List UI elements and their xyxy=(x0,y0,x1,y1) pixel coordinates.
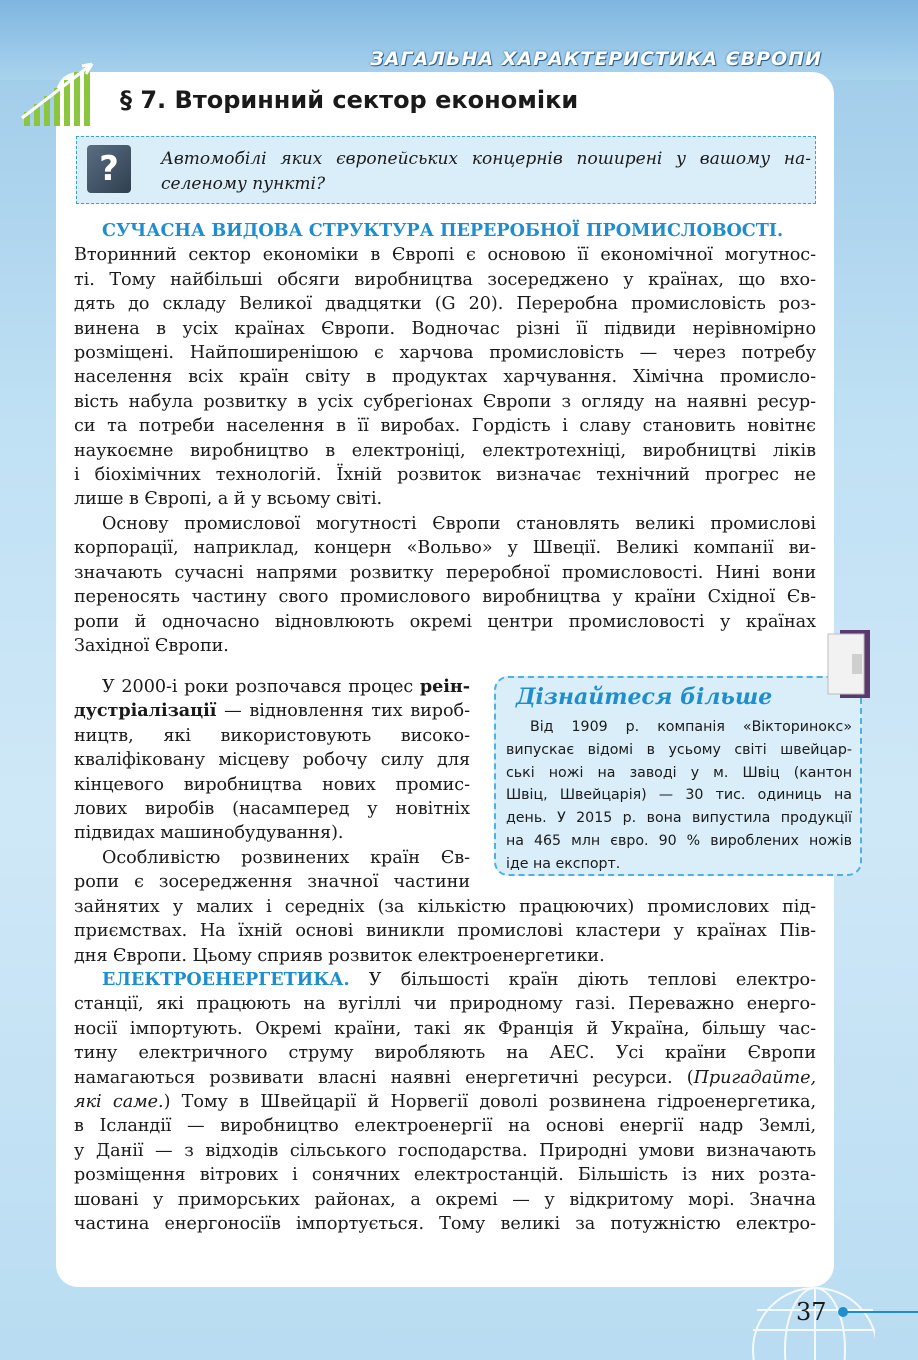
section-1-end-text: зайнятих у малих і середніх (за кількістю працюючих) промислових під- приємствах. На їхній основі виникли промислові кластери у країнах Пів- дня Європи. Цьому сприяв розвиток електроенергетики. xyxy=(74,897,816,966)
page-title: § 7. Вторинний сектор економіки xyxy=(120,86,579,114)
notebook-tab-icon xyxy=(822,630,872,698)
page-number-rule xyxy=(842,1311,918,1313)
page-number-dot xyxy=(838,1307,848,1317)
learn-more-text: Від 1909 р. компанія «Вікторинокс» випускає відомі в усьому світі швейцар- ські ножі на заводі у м. Швіц (кантон Швіц, Швейцарія) — 30 тис. одиниць на день. У 2015 р. вона випустила продукції на 465 млн євро. 90 % вироблених ножів іде на експорт. xyxy=(506,719,852,872)
section-1-text: СУЧАСНА ВИДОВА СТРУКТУРА ПЕРЕРОБНОЇ ПРОМИСЛОВОСТІ. Вторинний сектор економіки в Європі є основою її економічної могутнос- ті. Тому найбільші обсяги виробництва зосереджено у країнах, що вхо- дять до складу Великої двадцятки (G 20). Переробна промисловість роз- винена в усіх країнах Європи. Водночас різні її підвиди нерівномірно розміщені. Найпоширенішою є харчова промисловість — через потребу населення всіх країн світу в продуктах харчування. Хімічна промисло- вість набула розвитку в усіх субрегіонах Європи з огляду на наявні ресур- си та потреби населення в її виробах. Гордість і славу становить новітнє наукоємне виробництво в електроніці, електротехніці, виробництві ліків і біохімічних технологій. Їхній розвиток визначає технічний прогрес не лише в Європі, а й у всьому світі. Основу промислової могутності Європи становлять великі промислові корпорації, наприклад, концерн «Вольво» у Швеції. Великі компанії ви- значають сучасні напрями розвитку переробної промисловості. Нині вони переносять частину свого промислового виробництва у країни Східної Єв- ропи й одночасно відновлюють окремі центри промисловості у країнах Західної Європи. xyxy=(74,220,816,656)
running-head: ЗАГАЛЬНА ХАРАКТЕРИСТИКА ЄВРОПИ xyxy=(370,48,822,70)
learn-more-title: Дізнайтеся більше xyxy=(516,684,773,710)
page-number: 37 xyxy=(796,1298,827,1326)
section-heading: ЕЛЕКТРОЕНЕРГЕТИКА. xyxy=(102,969,350,990)
question-mark-icon: ? xyxy=(87,145,131,193)
section-1-narrow-text: У 2000-і роки розпочався процес реін- дустріалізації — відновлення тих вироб- ництв, які використовують високо- кваліфіковану місцеву робочу силу для кінцевого виробництва нових промис- лових виробів (насамперед у новітніх підвидах машинобудування). Особливістю розвинених країн Єв- ропи є зосередження значної частини xyxy=(74,676,470,893)
question-box xyxy=(76,136,816,204)
bar-chart-logo-icon xyxy=(20,60,110,130)
learn-more-box xyxy=(494,676,862,876)
section-2-text: ЕЛЕКТРОЕНЕРГЕТИКА. У більшості країн діють теплові електро- станції, які працюють на вугіллі чи природному газі. Переважно енерго- носії імпортують. Окремі країни, такі як Франція й Україна, більшу час- тину електричного струму виробляють на АЕС. Усі країни Європи намагаються розвивати власні наявні енергетичні ресурси. (Пригадайте, які саме.) Тому в Швейцарії й Норвегії доволі розвинена гідроенергетика, в Ісландії — виробництво електроенергії на основі енергії надр Землі, у Данії — з відходів сільського господарства. Природні умови визначають розміщення вітрових і сонячних електростанцій. Більшість із них розта- шовані у приморських районах, а окремі — у відкритому морі. Значна частина енергоносіїв імпортується. Тому великі за потужністю електро- xyxy=(74,969,816,1235)
section-heading: СУЧАСНА ВИДОВА СТРУКТУРА ПЕРЕРОБНОЇ ПРОМИСЛОВОСТІ. xyxy=(102,220,784,241)
question-text: Автомобілі яких європейських концернів поширені у вашому на- селеному пункті? xyxy=(161,149,811,194)
